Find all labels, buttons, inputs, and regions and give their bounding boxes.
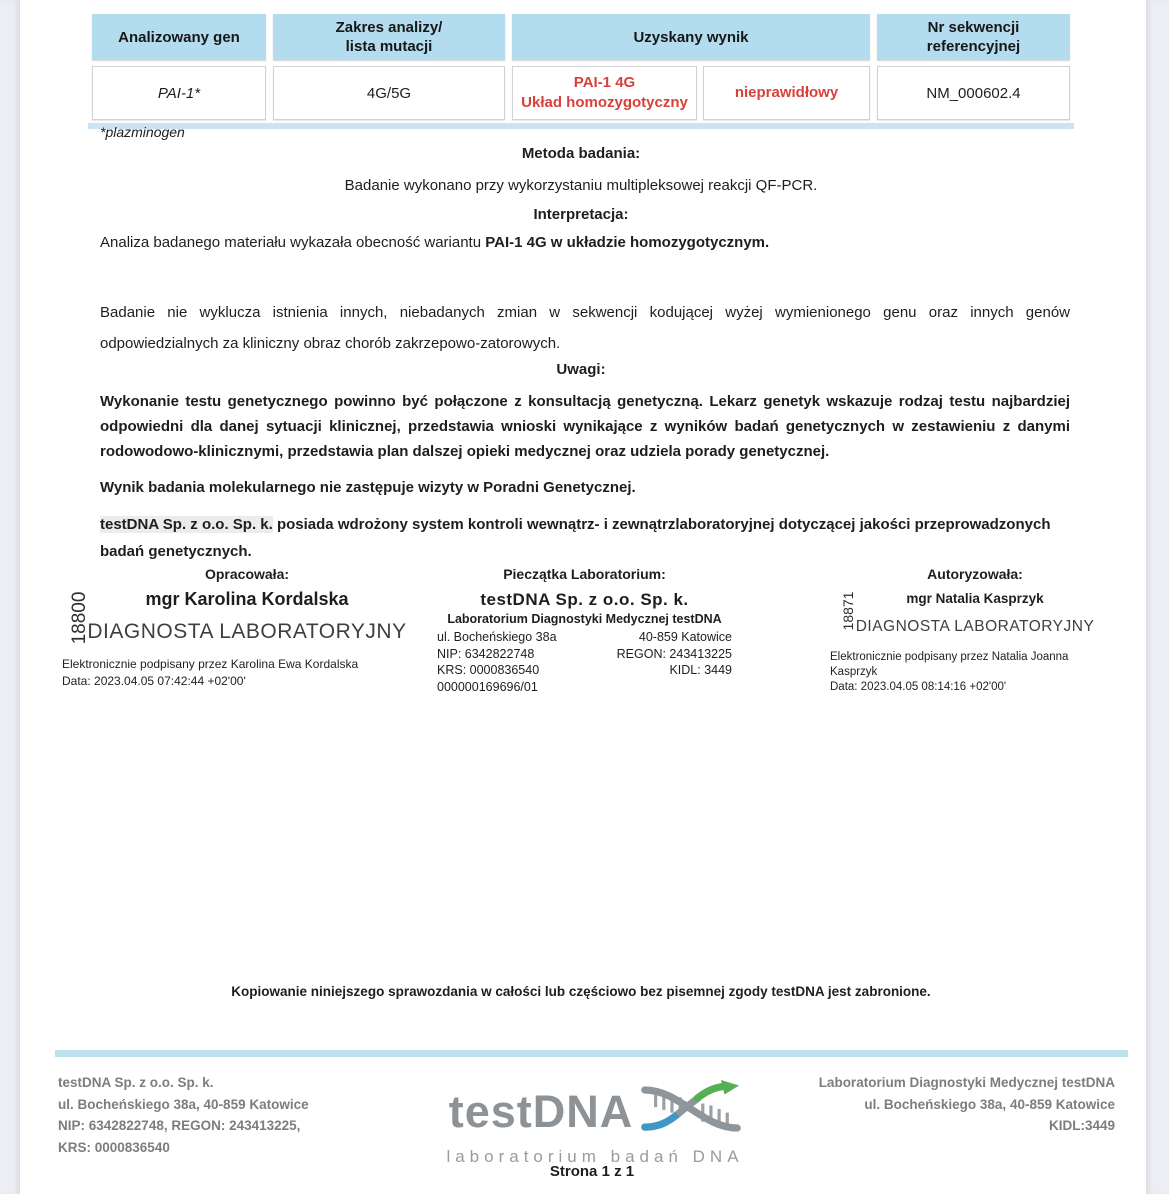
stamp-row-address: [437, 629, 732, 646]
authorized-by-heading: Autoryzowała:: [927, 566, 1023, 582]
footer-left-line1: testDNA Sp. z o.o. Sp. k.: [58, 1075, 214, 1090]
stamp-nip: NIP: 6342822748: [437, 646, 535, 661]
result-variant-line1: PAI-1 4G: [573, 74, 636, 91]
footer-left-line4: KRS: 0000836540: [58, 1139, 170, 1155]
results-table: [92, 14, 1070, 129]
stamp-lab-name: Laboratorium Diagnostyki Medycznej testDNA: [447, 612, 722, 626]
prepared-esign-date: Data: 2023.04.05 07:42:44 +02'00': [62, 674, 246, 688]
quality-rest: posiada wdrożony system kontroli wewnątrz- i zewnątrzlaboratoryjnej dotyczącej jakości przeprowadzonych badań genetycznych.: [100, 516, 1051, 560]
quality-note: [100, 511, 1070, 565]
footer-right-line2: ul. Bocheńskiego 38a, 40-859 Katowice: [864, 1096, 1115, 1112]
footer-divider: [55, 1050, 1128, 1057]
page-number: Strona 1 z 1: [549, 1163, 635, 1180]
logo-row: [449, 1080, 742, 1143]
notes-text: Wykonanie testu genetycznego powinno być połączone z konsultacją genetyczną. Lekarz genetyk wskazuje rodzaj testu najbardziej odpowiedni dla danej sytuacji klinicznej, przedstawia wnioski wynikające z wyników badań genetycznych w zestawieniu z danymi rodowodowo-klinicznymi, przedstawia plan dalszej opieki medycznej oraz udziela porady genetycznej.: [100, 393, 1070, 460]
authorized-by-name: mgr Natalia Kasprzyk: [906, 591, 1044, 606]
footer-left-line3: NIP: 6342822748, REGON: 243413225,: [58, 1118, 301, 1133]
table-data-row: [92, 60, 1070, 120]
interpretation-normal: Analiza badanego materiału wykazała obecność wariantu: [100, 234, 486, 251]
authorized-by-title: DIAGNOSTA LABORATORYJNY: [855, 618, 1095, 635]
logo-wordmark: testDNA: [448, 1085, 634, 1137]
lab-stamp-heading: Pieczątka Laboratorium:: [503, 566, 666, 582]
authorized-esign-line1: Elektronicznie podpisany przez Natalia Joanna: [830, 651, 1069, 663]
testdna-logo: [440, 1080, 750, 1167]
cell-reference: NM_000602.4: [877, 66, 1070, 120]
authorized-esign-date: Data: 2023.04.05 08:14:16 +02'00': [830, 681, 1007, 693]
method-heading: Metoda badania:: [521, 145, 641, 162]
header-scope-line2: lista mutacji: [345, 38, 433, 55]
authorized-by-esignature: [830, 650, 1120, 695]
signature-left-block: [62, 566, 432, 690]
cell-gene: PAI-1*: [92, 66, 266, 120]
stamp-row-nip-regon: [437, 646, 732, 663]
header-analyzed-gene: [92, 14, 266, 60]
stamp-street: ul. Bocheńskiego 38a: [437, 630, 557, 644]
stamp-kidl: KIDL: 3449: [669, 663, 732, 677]
stamp-extra-number: 000000169696/01: [437, 679, 538, 694]
molecular-note: Wynik badania molekularnego nie zastępuje wizyty w Poradni Genetycznej.: [100, 479, 636, 496]
header-ref-line1: Nr sekwencji: [927, 19, 1020, 36]
prepared-by-esignature: [62, 656, 432, 690]
interpretation-bold: PAI-1 4G w układzie homozygotycznym.: [485, 234, 770, 251]
interpretation-text: [100, 234, 1070, 251]
quality-company-highlight: testDNA Sp. z o.o. Sp. k.: [100, 516, 273, 533]
header-result-label: Uzyskany wynik: [633, 28, 749, 46]
stamp-details: [437, 629, 732, 695]
method-text: Badanie wykonano przy wykorzystaniu multipleksowej reakcji QF-PCR.: [344, 177, 818, 194]
gene-footnote: *plazminogen: [100, 124, 185, 140]
stamp-row-krs-kidl: [437, 662, 732, 679]
stamp-krs: KRS: 0000836540: [437, 663, 540, 677]
header-reference-sequence: [877, 14, 1070, 60]
cell-result-group: [512, 66, 870, 120]
notes-heading: Uwagi:: [556, 361, 606, 378]
header-scope-line1: Zakres analizy/: [335, 19, 443, 36]
result-variant-line2: Układ homozygotyczny: [521, 94, 688, 111]
prepared-by-license-number: 18800: [69, 591, 90, 645]
table-bottom-accent: [88, 123, 1074, 129]
lab-stamp-block: [437, 566, 732, 695]
prepared-by-title: DIAGNOSTA LABORATORYJNY: [87, 620, 407, 643]
table-header-row: [92, 14, 1070, 60]
signature-right-block: [830, 566, 1120, 695]
header-analysis-scope: [273, 14, 505, 60]
header-obtained-result: [512, 14, 870, 60]
cell-result-status: nieprawidłowy: [703, 66, 870, 120]
footer-lab-info: [715, 1072, 1115, 1137]
prepared-by-name: mgr Karolina Kordalska: [145, 589, 349, 609]
cell-result-variant: [512, 66, 697, 120]
footer-right-line3: KIDL:3449: [1048, 1118, 1115, 1133]
footer-company-info: [58, 1072, 309, 1158]
page-edge-right: [1146, 0, 1169, 1194]
cell-scope: 4G/5G: [273, 66, 505, 120]
header-ref-line2: referencyjnej: [926, 38, 1021, 55]
footer-left-line2: ul. Bocheńskiego 38a, 40-859 Katowice: [58, 1096, 309, 1112]
logo-tagline: laboratorium badań DNA: [446, 1147, 744, 1166]
footer-right-line1: Laboratorium Diagnostyki Medycznej testDNA: [818, 1075, 1115, 1090]
interpretation-heading: Interpretacja:: [533, 206, 629, 223]
prepared-by-heading: Opracowała:: [204, 566, 290, 582]
prepared-esign-line1: Elektronicznie podpisany przez Karolina Ewa Kordalska: [62, 657, 359, 671]
header-analyzed-gene-label: Analizowany gen: [118, 28, 240, 46]
authorized-by-license-number: 18871: [840, 591, 856, 631]
stamp-company-name: testDNA Sp. z o.o. Sp. k.: [480, 590, 689, 609]
stamp-regon: REGON: 243413225: [616, 646, 732, 661]
authorized-esign-line2: Kasprzyk: [830, 666, 878, 678]
page-edge-left: [0, 0, 20, 1194]
stamp-city: 40-859 Katowice: [638, 630, 732, 644]
dna-helix-icon: [641, 1080, 741, 1143]
copy-prohibition-note: Kopiowanie niniejszego sprawozdania w całości lub częściowo bez pisemnej zgody testDNA jest zabronione.: [231, 984, 931, 999]
disclaimer-text: Badanie nie wyklucza istnienia innych, niebadanych zmian w sekwencji kodującej wyżej wymienionego genu oraz innych genów odpowiedzialnych za kliniczny obraz chorób zakrzepowo-zatorowych.: [100, 304, 1070, 352]
